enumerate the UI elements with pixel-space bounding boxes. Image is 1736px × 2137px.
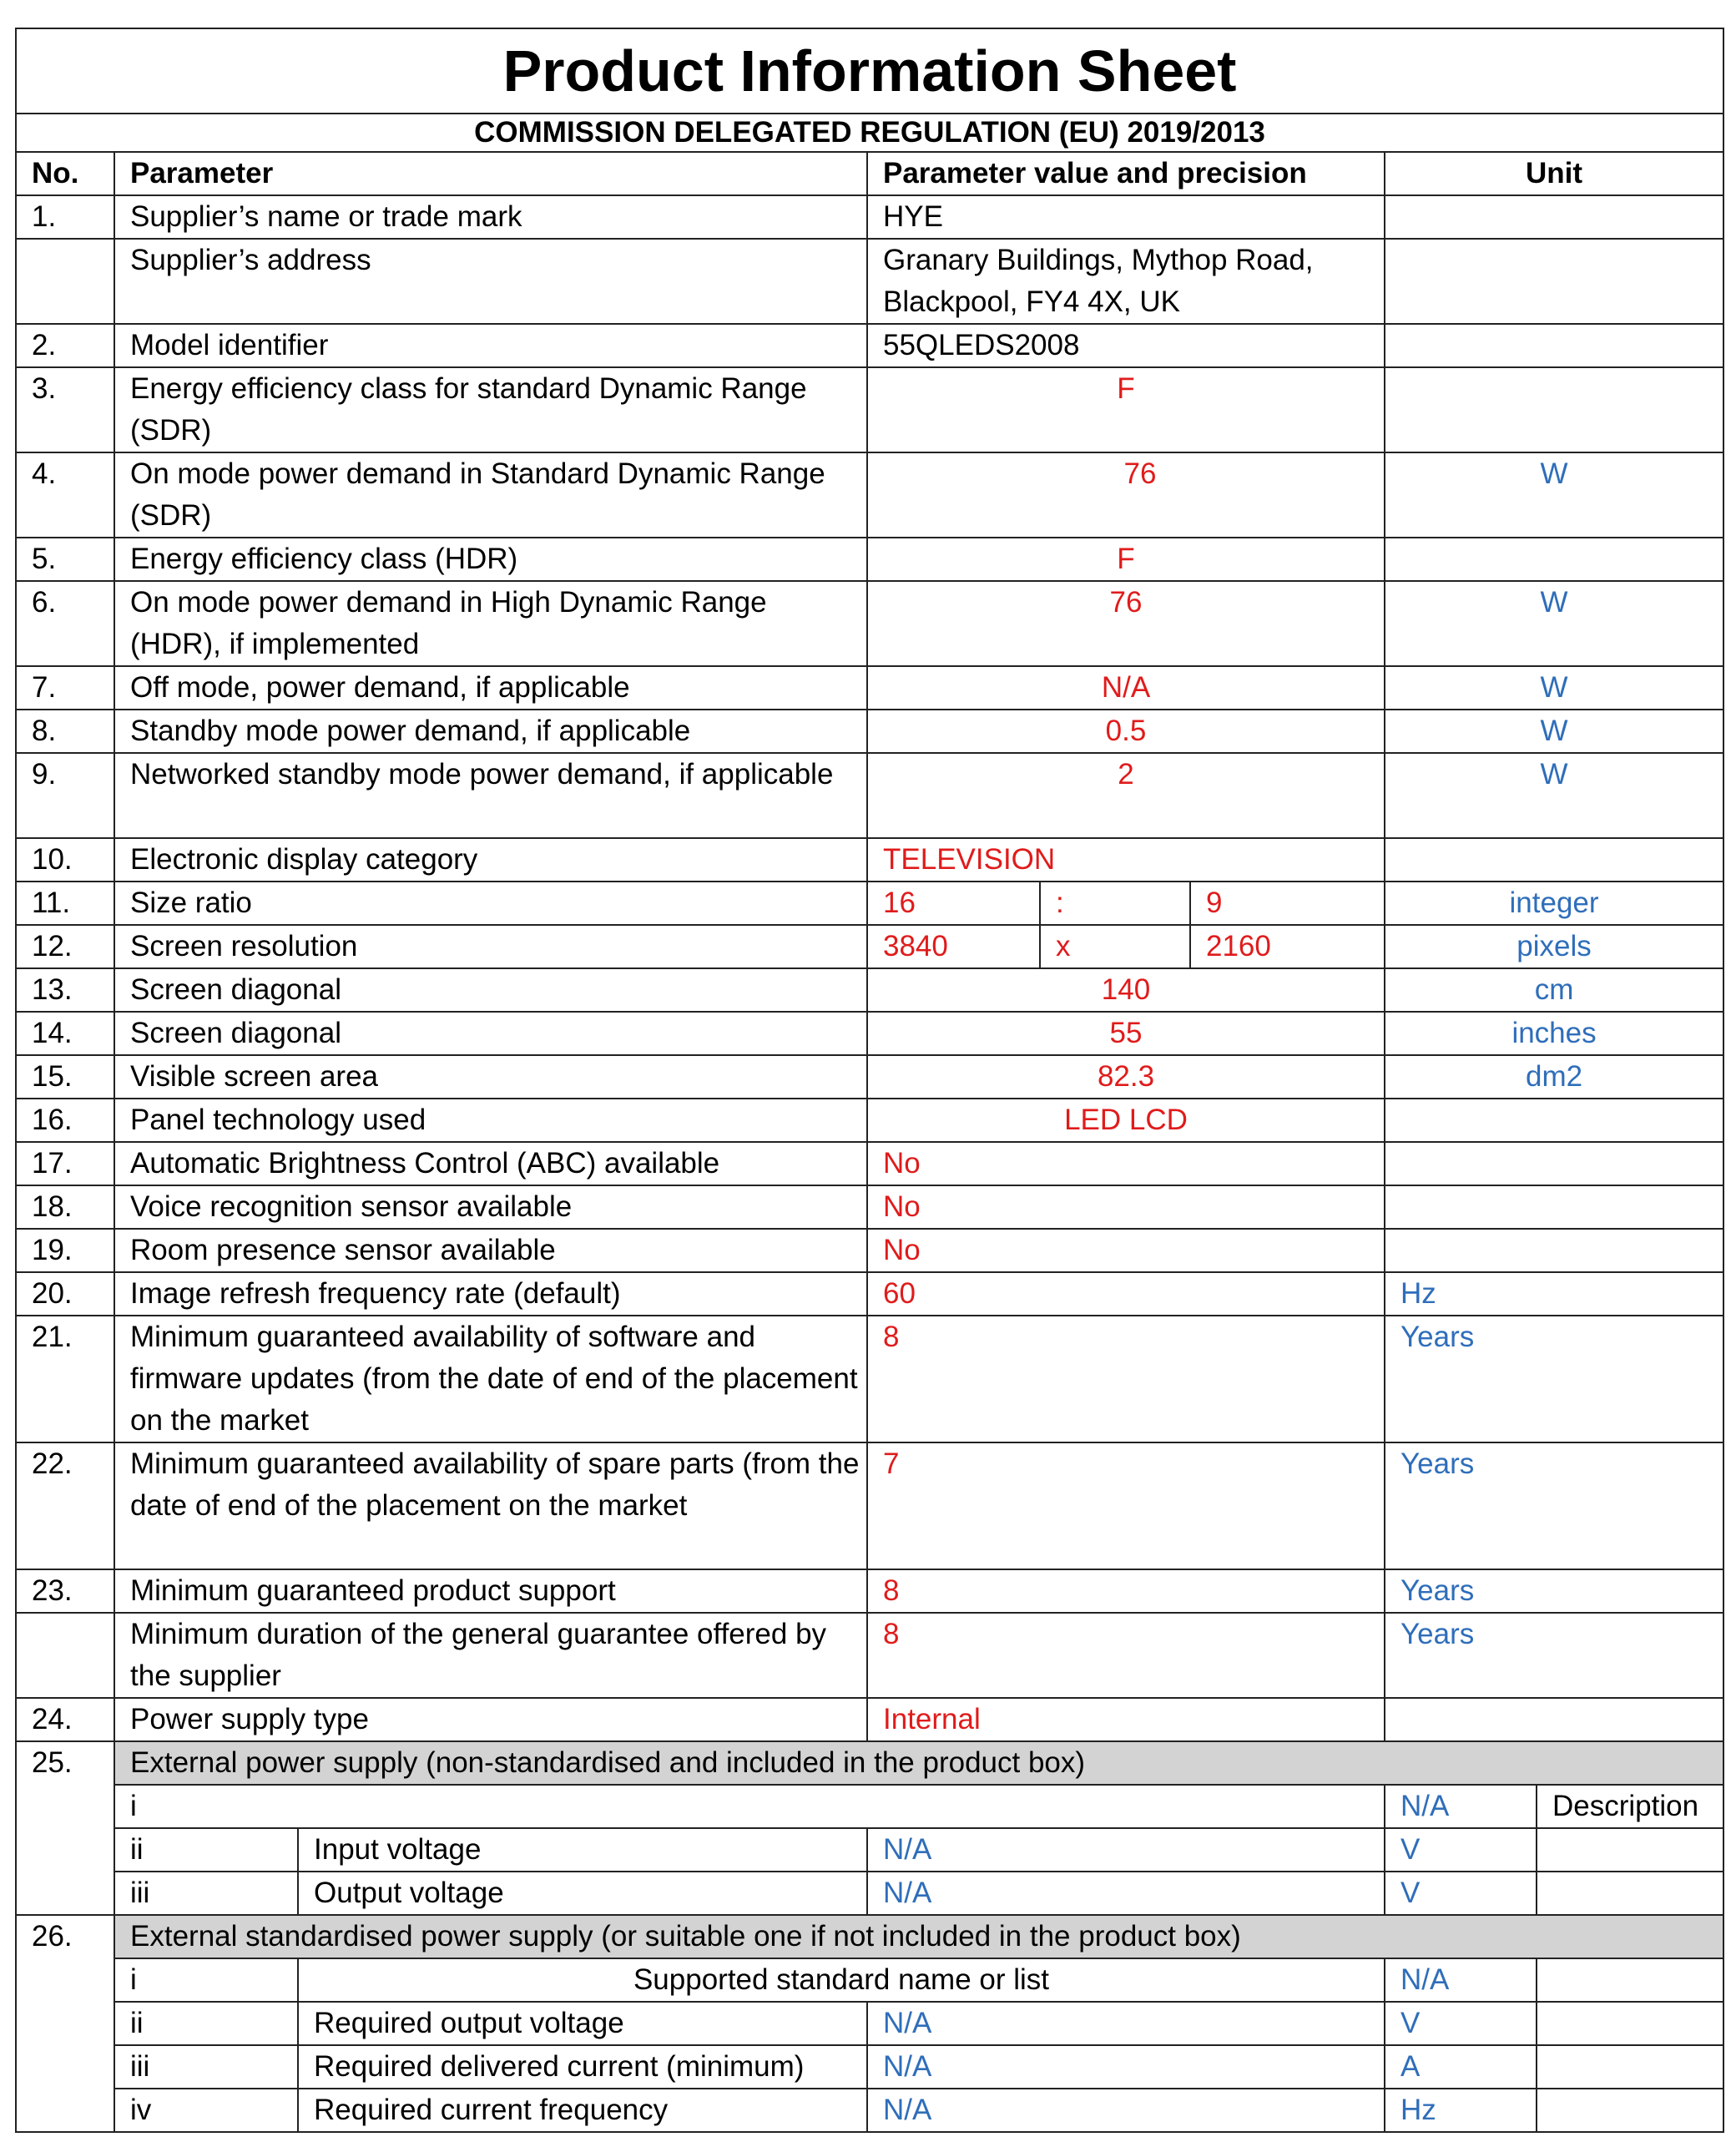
unit-cell: W [1385, 452, 1723, 538]
ratio-separator: : [1040, 882, 1190, 925]
sub-label: Required delivered current (minimum) [298, 2045, 867, 2089]
parameter-name: Off mode, power demand, if applicable [114, 666, 867, 710]
parameter-value: No [867, 1185, 1385, 1229]
parameter-name: Panel technology used [114, 1099, 867, 1142]
row-number: 21. [16, 1316, 114, 1442]
sub-label: Supported standard name or list [298, 1958, 1385, 2002]
table-row [16, 452, 1723, 538]
table-row [16, 925, 1723, 968]
table-row [16, 239, 1723, 324]
table-row [16, 1055, 1723, 1099]
sub-index: ii [114, 2002, 298, 2045]
row-number: 26. [16, 1915, 114, 2132]
sub-value: N/A [867, 2089, 1385, 2132]
parameter-name: Minimum guaranteed availability of spare parts (from the date of end of the placement on the market [114, 1442, 867, 1569]
parameter-name: Model identifier [114, 324, 867, 367]
row-number: 9. [16, 753, 114, 838]
table-row [16, 367, 1723, 452]
row-number: 6. [16, 581, 114, 666]
parameter-name: Screen resolution [114, 925, 867, 968]
parameter-name: Energy efficiency class for standard Dynamic Range (SDR) [114, 367, 867, 452]
parameter-value: Internal [867, 1698, 1385, 1741]
sub-value: N/A [867, 1872, 1385, 1915]
parameter-name: Supplier’s address [114, 239, 867, 324]
sub-description [1537, 2089, 1723, 2132]
table-row [16, 2002, 1723, 2045]
parameter-value: 76 [867, 581, 1385, 666]
parameter-value: LED LCD [867, 1099, 1385, 1142]
parameter-value: Granary Buildings, Mythop Road, Blackpool, FY4 4X, UK [867, 239, 1385, 324]
section-25-header-row [16, 1741, 1723, 1785]
parameter-value: 2 [867, 753, 1385, 838]
unit-cell [1385, 195, 1723, 239]
page-title: Product Information Sheet [16, 28, 1723, 114]
row-number: 2. [16, 324, 114, 367]
table-row [16, 1012, 1723, 1055]
table-row [16, 1229, 1723, 1272]
parameter-name: Electronic display category [114, 838, 867, 882]
table-row [16, 1442, 1723, 1569]
parameter-value: 7 [867, 1442, 1385, 1569]
parameter-value: HYE [867, 195, 1385, 239]
parameter-value: 8 [867, 1613, 1385, 1698]
ratio-height-value: 9 [1190, 882, 1385, 925]
table-row [16, 1785, 1723, 1828]
table-row [16, 195, 1723, 239]
unit-cell [1385, 1185, 1723, 1229]
unit-cell [1385, 838, 1723, 882]
parameter-value: F [867, 367, 1385, 452]
sub-value: N/A [867, 2045, 1385, 2089]
table-row [16, 1698, 1723, 1741]
row-number: 5. [16, 538, 114, 581]
unit-cell [1385, 1099, 1723, 1142]
row-number: 15. [16, 1055, 114, 1099]
table-row [16, 581, 1723, 666]
unit-cell: Years [1385, 1613, 1723, 1698]
header-parameter: Parameter [114, 152, 867, 195]
parameter-name: Image refresh frequency rate (default) [114, 1272, 867, 1316]
parameter-value: No [867, 1142, 1385, 1185]
parameter-name: Energy efficiency class (HDR) [114, 538, 867, 581]
unit-cell [1385, 367, 1723, 452]
table-row [16, 324, 1723, 367]
table-row [16, 838, 1723, 882]
sub-value: N/A [867, 1828, 1385, 1872]
table-row [16, 1272, 1723, 1316]
ratio-width-value: 16 [867, 882, 1040, 925]
parameter-name: Networked standby mode power demand, if applicable [114, 753, 867, 838]
section-26-header-row [16, 1915, 1723, 1958]
parameter-value: TELEVISION [867, 838, 1385, 882]
row-number: 1. [16, 195, 114, 239]
sub-description [1537, 1958, 1723, 2002]
row-number: 13. [16, 968, 114, 1012]
parameter-value: N/A [867, 666, 1385, 710]
parameter-value: F [867, 538, 1385, 581]
parameter-value: 76 [867, 452, 1385, 538]
unit-cell: W [1385, 710, 1723, 753]
row-number: 22. [16, 1442, 114, 1569]
regulation-subtitle: COMMISSION DELEGATED REGULATION (EU) 2019/2013 [16, 114, 1723, 152]
unit-cell: pixels [1385, 925, 1723, 968]
sub-value: N/A [1385, 1785, 1537, 1828]
row-number: 12. [16, 925, 114, 968]
unit-cell: Years [1385, 1569, 1723, 1613]
parameter-value: 0.5 [867, 710, 1385, 753]
table-row [16, 1316, 1723, 1442]
row-number: 23. [16, 1569, 114, 1613]
sub-index: i [114, 1958, 298, 2002]
sub-description [1537, 2045, 1723, 2089]
parameter-value: No [867, 1229, 1385, 1272]
sub-unit: V [1385, 2002, 1537, 2045]
unit-cell: Years [1385, 1442, 1723, 1569]
parameter-name: Power supply type [114, 1698, 867, 1741]
table-row [16, 1142, 1723, 1185]
parameter-name: Screen diagonal [114, 968, 867, 1012]
row-number: 7. [16, 666, 114, 710]
sub-index: ii [114, 1828, 298, 1872]
unit-cell: W [1385, 753, 1723, 838]
parameter-name: On mode power demand in High Dynamic Range (HDR), if implemented [114, 581, 867, 666]
header-row [16, 152, 1723, 195]
sub-unit: A [1385, 2045, 1537, 2089]
row-number: 18. [16, 1185, 114, 1229]
row-number [16, 239, 114, 324]
unit-cell: W [1385, 581, 1723, 666]
section-26-title: External standardised power supply (or suitable one if not included in the product box) [114, 1915, 1723, 1958]
table-row [16, 538, 1723, 581]
unit-cell: inches [1385, 1012, 1723, 1055]
section-25-title: External power supply (non-standardised and included in the product box) [114, 1741, 1723, 1785]
header-no: No. [16, 152, 114, 195]
parameter-name: Automatic Brightness Control (ABC) available [114, 1142, 867, 1185]
unit-cell [1385, 1698, 1723, 1741]
unit-cell: Hz [1385, 1272, 1723, 1316]
sub-unit: V [1385, 1828, 1537, 1872]
table-row [16, 666, 1723, 710]
unit-cell: Years [1385, 1316, 1723, 1442]
table-row [16, 2089, 1723, 2132]
parameter-value: 55QLEDS2008 [867, 324, 1385, 367]
sub-label: Required current frequency [298, 2089, 867, 2132]
row-number: 16. [16, 1099, 114, 1142]
row-number: 10. [16, 838, 114, 882]
unit-cell [1385, 239, 1723, 324]
unit-cell: dm2 [1385, 1055, 1723, 1099]
row-number: 3. [16, 367, 114, 452]
product-information-table [15, 28, 1724, 2133]
sub-unit: V [1385, 1872, 1537, 1915]
parameter-value: 55 [867, 1012, 1385, 1055]
parameter-name: Supplier’s name or trade mark [114, 195, 867, 239]
parameter-name: Visible screen area [114, 1055, 867, 1099]
sub-label: Required output voltage [298, 2002, 867, 2045]
parameter-name: Standby mode power demand, if applicable [114, 710, 867, 753]
resolution-height-value: 2160 [1190, 925, 1385, 968]
resolution-width-value: 3840 [867, 925, 1040, 968]
row-number: 24. [16, 1698, 114, 1741]
sub-value: N/A [867, 2002, 1385, 2045]
table-row [16, 1185, 1723, 1229]
table-row [16, 1613, 1723, 1698]
unit-cell [1385, 538, 1723, 581]
header-value: Parameter value and precision [867, 152, 1385, 195]
parameter-value: 8 [867, 1569, 1385, 1613]
description-label: Description [1537, 1785, 1723, 1828]
sub-label: Output voltage [298, 1872, 867, 1915]
sub-index: iv [114, 2089, 298, 2132]
table-row [16, 1872, 1723, 1915]
header-unit: Unit [1385, 152, 1723, 195]
sub-index: iii [114, 2045, 298, 2089]
sub-unit: Hz [1385, 2089, 1537, 2132]
unit-cell [1385, 324, 1723, 367]
row-number: 17. [16, 1142, 114, 1185]
unit-cell: W [1385, 666, 1723, 710]
table-row [16, 1099, 1723, 1142]
title-row [16, 28, 1723, 114]
table-row [16, 753, 1723, 838]
table-row [16, 710, 1723, 753]
parameter-value: 82.3 [867, 1055, 1385, 1099]
sub-value: N/A [1385, 1958, 1537, 2002]
parameter-name: Size ratio [114, 882, 867, 925]
sub-description [1537, 1872, 1723, 1915]
sub-index: iii [114, 1872, 298, 1915]
unit-cell [1385, 1142, 1723, 1185]
parameter-name: Minimum guaranteed product support [114, 1569, 867, 1613]
regulation-row [16, 114, 1723, 152]
row-number [16, 1613, 114, 1698]
table-row [16, 882, 1723, 925]
row-number: 11. [16, 882, 114, 925]
sub-description [1537, 1828, 1723, 1872]
sub-description [1537, 2002, 1723, 2045]
unit-cell: cm [1385, 968, 1723, 1012]
sub-index: i [114, 1785, 1385, 1828]
parameter-name: Minimum guaranteed availability of software and firmware updates (from the date of end of the placement on the market [114, 1316, 867, 1442]
parameter-value: 140 [867, 968, 1385, 1012]
resolution-separator: x [1040, 925, 1190, 968]
parameter-name: On mode power demand in Standard Dynamic Range (SDR) [114, 452, 867, 538]
unit-cell [1385, 1229, 1723, 1272]
table-row [16, 2045, 1723, 2089]
table-row [16, 1958, 1723, 2002]
row-number: 25. [16, 1741, 114, 1915]
table-row [16, 1828, 1723, 1872]
unit-cell: integer [1385, 882, 1723, 925]
parameter-name: Room presence sensor available [114, 1229, 867, 1272]
row-number: 14. [16, 1012, 114, 1055]
parameter-name: Minimum duration of the general guarantee offered by the supplier [114, 1613, 867, 1698]
parameter-name: Voice recognition sensor available [114, 1185, 867, 1229]
row-number: 20. [16, 1272, 114, 1316]
row-number: 8. [16, 710, 114, 753]
row-number: 4. [16, 452, 114, 538]
table-row [16, 968, 1723, 1012]
parameter-name: Screen diagonal [114, 1012, 867, 1055]
parameter-value: 8 [867, 1316, 1385, 1442]
row-number: 19. [16, 1229, 114, 1272]
parameter-value: 60 [867, 1272, 1385, 1316]
table-row [16, 1569, 1723, 1613]
sub-label: Input voltage [298, 1828, 867, 1872]
